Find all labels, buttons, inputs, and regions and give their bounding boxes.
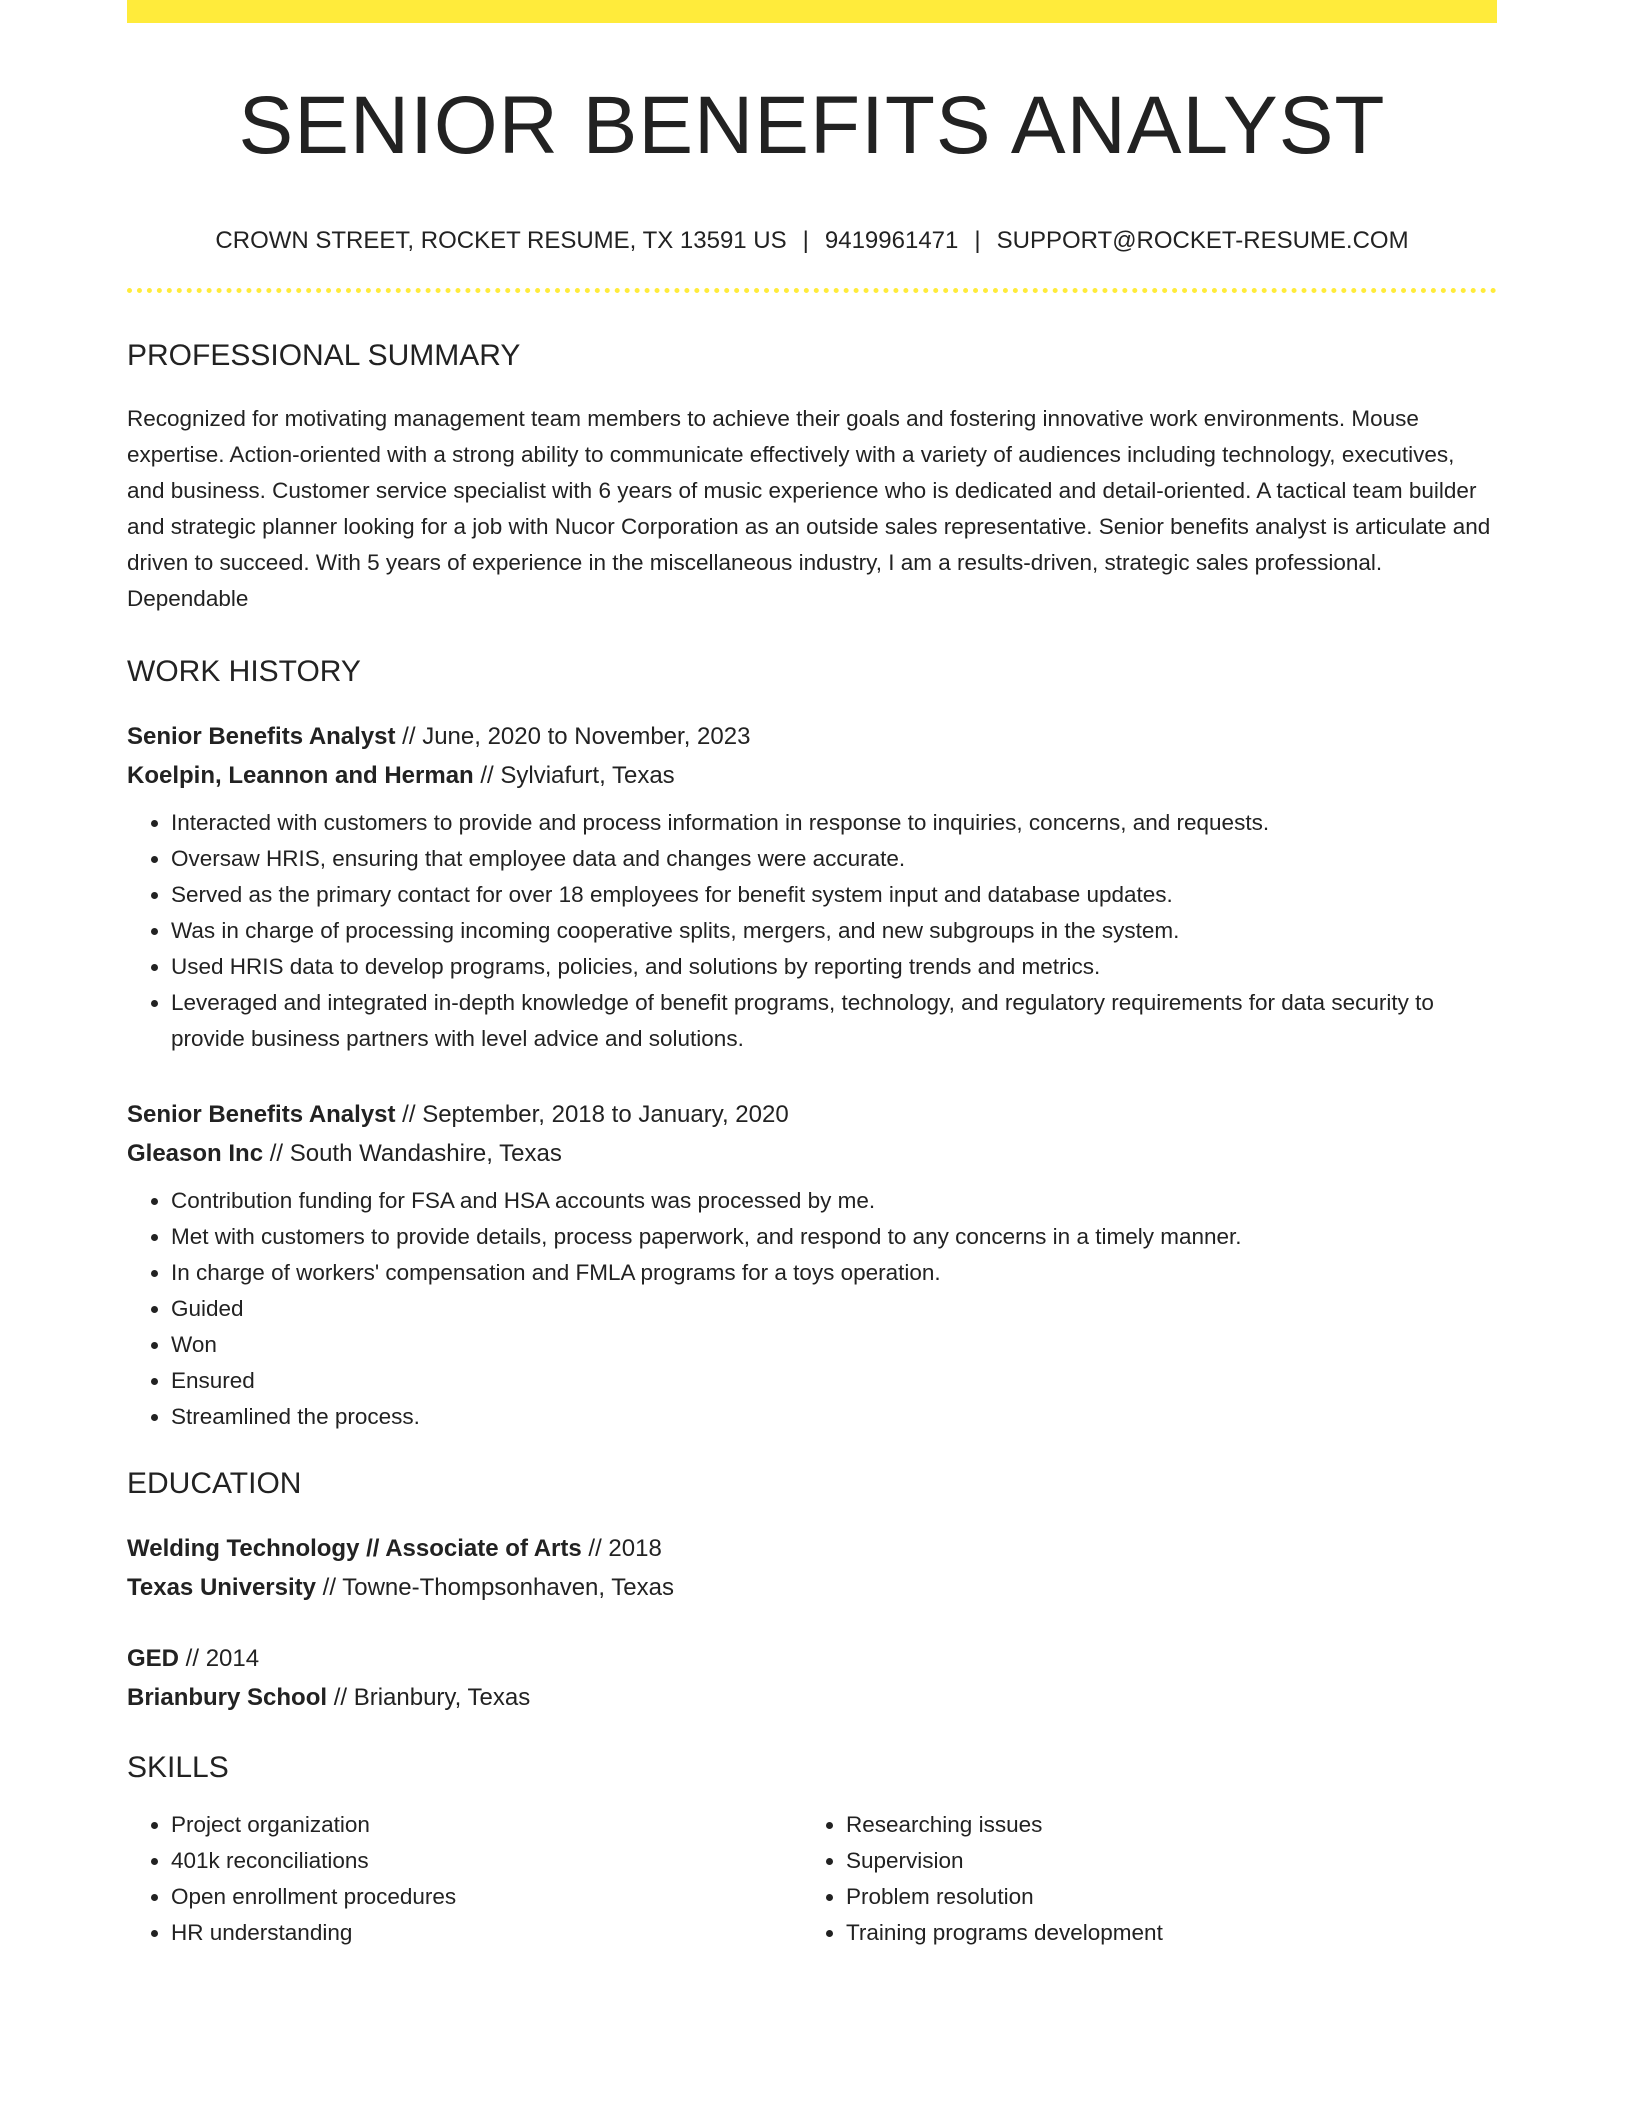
skill-item: • Project organization — [171, 1807, 802, 1843]
education-year: // 2018 — [581, 1535, 662, 1562]
job-bullet: • Was in charge of processing incoming cooperative splits, mergers, and new subgroups in the system. — [171, 913, 1497, 949]
education-degree-line — [127, 1529, 1497, 1568]
job-bullets — [127, 1183, 1497, 1435]
job-bullet: • Ensured — [171, 1363, 1497, 1399]
contact-separator: | — [802, 227, 809, 254]
job-bullet: • Served as the primary contact for over 18 employees for benefit system input and database updates. — [171, 877, 1497, 913]
job-bullet: • Leveraged and integrated in-depth knowledge of benefit programs, technology, and regulatory requirements for data security to provide business partners with level advice and solutions. — [171, 985, 1497, 1057]
education-school-line — [127, 1678, 1497, 1717]
job-bullet: • Met with customers to provide details, process paperwork, and respond to any concerns in a timely manner. — [171, 1219, 1497, 1255]
education-entry — [127, 1529, 1497, 1607]
skills-heading: SKILLS — [127, 1751, 229, 1784]
skill-item: • Researching issues — [846, 1807, 1477, 1843]
contact-address: CROWN STREET, ROCKET RESUME, TX 13591 US — [215, 227, 787, 254]
job-company-line — [127, 1134, 1497, 1173]
job-bullet: • Oversaw HRIS, ensuring that employee data and changes were accurate. — [171, 841, 1497, 877]
skill-item: • 401k reconciliations — [171, 1843, 802, 1879]
job-role: Senior Benefits Analyst — [127, 1101, 396, 1128]
job-company: Koelpin, Leannon and Herman — [127, 762, 474, 789]
skill-item: • Problem resolution — [846, 1879, 1477, 1915]
job-role: Senior Benefits Analyst — [127, 723, 396, 750]
work-history-heading: WORK HISTORY — [127, 655, 361, 688]
skill-item: • Open enrollment procedures — [171, 1879, 802, 1915]
summary-heading: PROFESSIONAL SUMMARY — [127, 339, 521, 372]
contact-email: SUPPORT@ROCKET-RESUME.COM — [996, 227, 1409, 254]
education-degree-line — [127, 1639, 1497, 1678]
skills-list — [802, 1807, 1477, 1951]
job-bullet: • Guided — [171, 1291, 1497, 1327]
skill-item: • HR understanding — [171, 1915, 802, 1951]
job-location: // Sylviafurt, Texas — [473, 762, 675, 789]
education-year: // 2014 — [179, 1645, 260, 1672]
skill-item: • Training programs development — [846, 1915, 1477, 1951]
education-entry — [127, 1639, 1497, 1717]
education-school-line — [127, 1568, 1497, 1607]
job-bullet: • In charge of workers' compensation and FMLA programs for a toys operation. — [171, 1255, 1497, 1291]
contact-separator: | — [974, 227, 981, 254]
education-location: // Brianbury, Texas — [327, 1684, 531, 1711]
top-accent-bar — [127, 0, 1497, 23]
job-company-line — [127, 756, 1497, 795]
skills-column-right — [802, 1807, 1477, 1951]
resume-title: SENIOR BENEFITS ANALYST — [238, 80, 1386, 171]
job-bullet: • Used HRIS data to develop programs, policies, and solutions by reporting trends and metrics. — [171, 949, 1497, 985]
job-bullet: • Won — [171, 1327, 1497, 1363]
job-entry — [127, 717, 1497, 1057]
education-location: // Towne-Thompsonhaven, Texas — [316, 1574, 674, 1601]
skills-grid — [127, 1807, 1497, 1951]
skill-item: • Supervision — [846, 1843, 1477, 1879]
education-heading: EDUCATION — [127, 1467, 302, 1500]
job-role-line — [127, 717, 1497, 756]
job-bullet: • Streamlined the process. — [171, 1399, 1497, 1435]
dotted-divider — [127, 288, 1497, 293]
job-company: Gleason Inc — [127, 1140, 264, 1167]
contact-phone: 9419961471 — [824, 227, 959, 254]
job-dates: // September, 2018 to January, 2020 — [395, 1101, 789, 1128]
skills-column-left — [127, 1807, 802, 1951]
summary-text: Recognized for motivating management team members to achieve their goals and fostering innovative work environments. Mouse expertise. Action-oriented with a strong ability to communicate effectively with a variety of audiences including technology, executives, and business. Customer service specialist with 6 years of music experience who is dedicated and detail-oriented. A tactical team builder and strategic planner looking for a job with Nucor Corporation as an outside sales representative. Senior benefits analyst is articulate and driven to succeed. With 5 years of experience in the miscellaneous industry, I am a results-driven, strategic sales professional. Dependable — [127, 406, 1491, 611]
contact-line — [127, 229, 1497, 253]
job-bullet: • Interacted with customers to provide and process information in response to inquiries, concerns, and requests. — [171, 805, 1497, 841]
education-school: Texas University — [127, 1574, 316, 1601]
education-degree: GED — [127, 1645, 180, 1672]
job-location: // South Wandashire, Texas — [263, 1140, 562, 1167]
job-role-line — [127, 1095, 1497, 1134]
job-bullets — [127, 805, 1497, 1057]
education-degree: Welding Technology // Associate of Arts — [127, 1535, 582, 1562]
job-dates: // June, 2020 to November, 2023 — [395, 723, 751, 750]
education-school: Brianbury School — [127, 1684, 328, 1711]
job-entry — [127, 1095, 1497, 1435]
resume-page — [127, 0, 1497, 1951]
job-bullet: • Contribution funding for FSA and HSA accounts was processed by me. — [171, 1183, 1497, 1219]
skills-list — [127, 1807, 802, 1951]
